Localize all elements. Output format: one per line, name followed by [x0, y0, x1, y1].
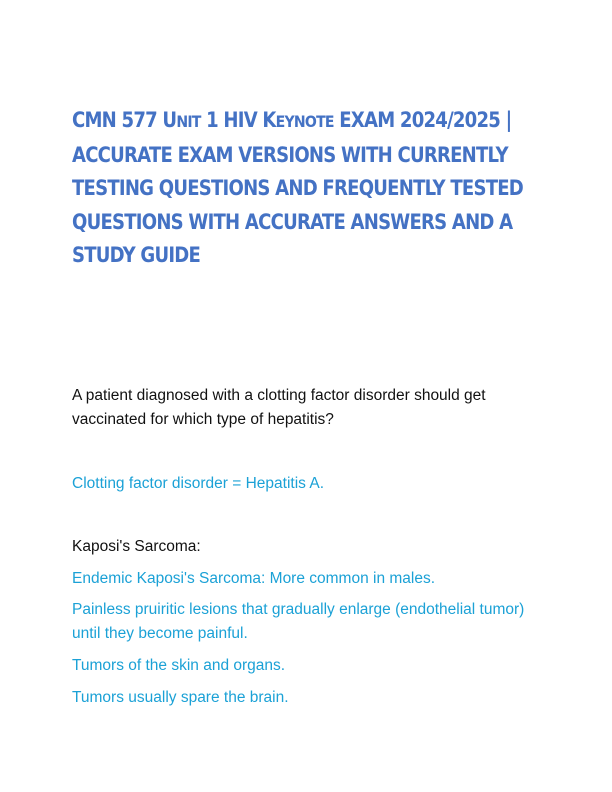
document-title	[72, 104, 554, 273]
title-part-5: EXAM 2024/2025 | ACCURATE EXAM VERSIONS WITH CURRENTLY TESTING QUESTIONS AND FREQUENTLY TESTED QUESTIONS WITH ACCURATE ANSWERS AND A STUDY GUIDE	[72, 108, 524, 267]
answer-2-line-4: Tumors usually spare the brain.	[72, 689, 289, 706]
answer-2-line-3: Tumors of the skin and organs.	[72, 657, 286, 674]
title-part-3: 1 HIV K	[200, 108, 276, 132]
title-part-1: CMN 577 U	[72, 108, 177, 132]
title-part-2: NIT	[176, 112, 201, 131]
answer-2-line-1: Endemic Kaposi's Sarcoma: More common in males.	[72, 570, 436, 587]
answer-2-line-2: Painless pruiritic lesions that gradually enlarge (endothelial tumor) until they become painful.	[72, 601, 525, 642]
question-2: Kaposi's Sarcoma:	[72, 538, 201, 555]
question-1: A patient diagnosed with a clotting factor disorder should get vaccinated for which type of hepatitis?	[72, 387, 486, 428]
title-part-4: EYNOTE	[275, 112, 334, 131]
answer-1: Clotting factor disorder = Hepatitis A.	[72, 475, 324, 492]
